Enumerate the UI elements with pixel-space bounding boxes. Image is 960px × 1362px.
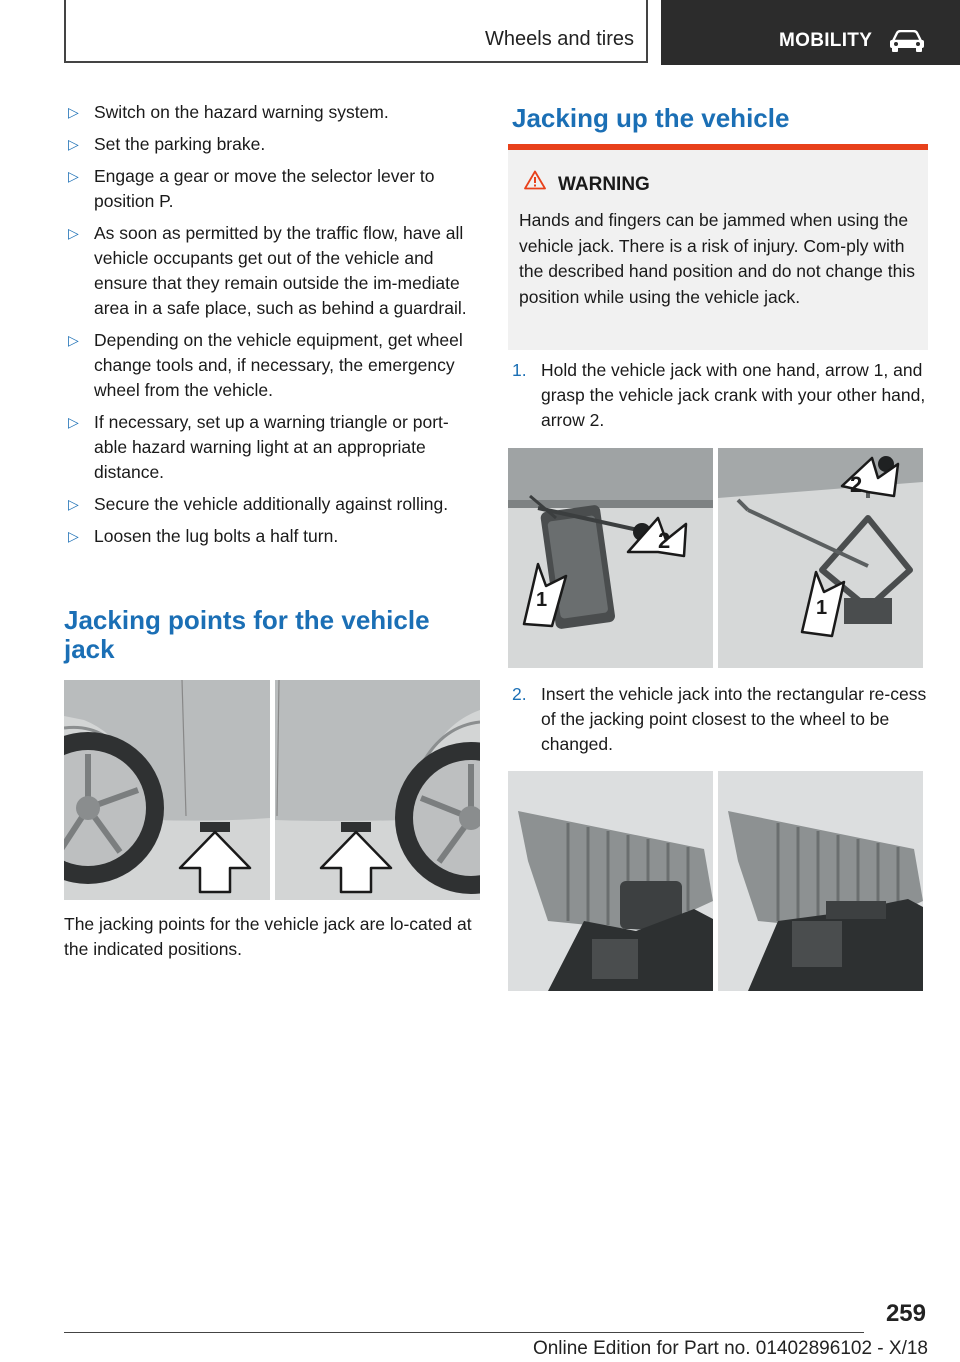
header-section-box <box>64 0 648 63</box>
warning-title: WARNING <box>558 174 650 195</box>
header-chapter-title: MOBILITY <box>779 30 873 51</box>
bullet-triangle-icon: ▷ <box>68 528 79 544</box>
bullet-triangle-icon: ▷ <box>68 225 79 241</box>
page-number: 259 <box>885 1300 926 1327</box>
jack-hold-image <box>508 448 713 668</box>
bullet-triangle-icon: ▷ <box>68 136 79 152</box>
list-item: ▷ Set the parking brake. <box>64 132 480 157</box>
step-list-2 <box>508 682 928 757</box>
list-item: ▷ Depending on the vehicle equipment, get wheel change tools and, if necessary, the emergency wheel from the vehicle. <box>68 330 463 400</box>
jack-crank-image <box>718 448 923 668</box>
arrow-label-two: 2 <box>850 472 863 497</box>
jack-insert-after-image <box>718 771 923 991</box>
page-header <box>0 0 960 66</box>
warning-box <box>508 144 928 350</box>
jacking-points-heading: Jacking points for the vehicle jack <box>64 605 430 664</box>
jacking-points-illustration <box>64 680 480 900</box>
header-chapter-box <box>661 0 960 65</box>
bullet-triangle-icon: ▷ <box>68 104 79 120</box>
preparation-list <box>64 100 480 549</box>
list-item: ▷ As soon as permitted by the traffic flow, have all vehicle occupants get out of the vehicle and ensure that they remain outside the im‐mediate area in a safe place, such as behind a guardrail. <box>68 223 467 318</box>
header-section-title: Wheels and tires <box>485 28 634 50</box>
jack-hand-position-illustration <box>508 448 923 668</box>
step-list-1 <box>508 358 928 433</box>
left-column <box>64 100 480 556</box>
bullet-triangle-icon: ▷ <box>68 496 79 512</box>
footer-edition: Online Edition for Part no. 01402896102 - X/18 <box>532 1338 928 1359</box>
bullet-triangle-icon: ▷ <box>68 168 79 184</box>
warning-triangle-icon <box>524 170 546 190</box>
arrow-label-one: 1 <box>816 597 828 619</box>
list-item: ▷ If necessary, set up a warning triangle or port‐able hazard warning light at an appropriate distance. <box>68 412 449 482</box>
list-item: 1. Hold the vehicle jack with one hand, arrow 1, and grasp the vehicle jack crank with your other hand, arrow 2. <box>512 360 926 430</box>
jacking-up-heading: Jacking up the vehicle <box>512 103 790 133</box>
car-icon <box>889 30 925 52</box>
list-item: ▷ Switch on the hazard warning system. <box>64 100 480 125</box>
jacking-point-front-image <box>64 680 270 900</box>
jacking-point-rear-image <box>275 680 480 900</box>
footer-divider <box>64 1332 864 1333</box>
list-item: 2. Insert the vehicle jack into the rectangular re‐cess of the jacking point closest to the wheel to be changed. <box>512 684 927 754</box>
jacking-points-caption: The jacking points for the vehicle jack are lo‐cated at the indicated positions. <box>64 914 472 959</box>
warning-text: Hands and fingers can be jammed when using the vehicle jack. There is a risk of injury. Com‐ply with the described hand position and do not change this position while using the vehicle jack. <box>519 210 915 307</box>
arrow-label-two: 2 <box>658 528 671 553</box>
list-item: ▷ Engage a gear or move the selector lever to position P. <box>68 166 435 211</box>
list-item: ▷ Loosen the lug bolts a half turn. <box>64 524 480 549</box>
jack-insert-before-image <box>508 771 713 991</box>
jack-insertion-illustration <box>508 771 923 991</box>
list-item: ▷ Secure the vehicle additionally against rolling. <box>64 492 480 517</box>
arrow-label-one: 1 <box>536 589 548 611</box>
bullet-triangle-icon: ▷ <box>68 414 79 430</box>
bullet-triangle-icon: ▷ <box>68 332 79 348</box>
